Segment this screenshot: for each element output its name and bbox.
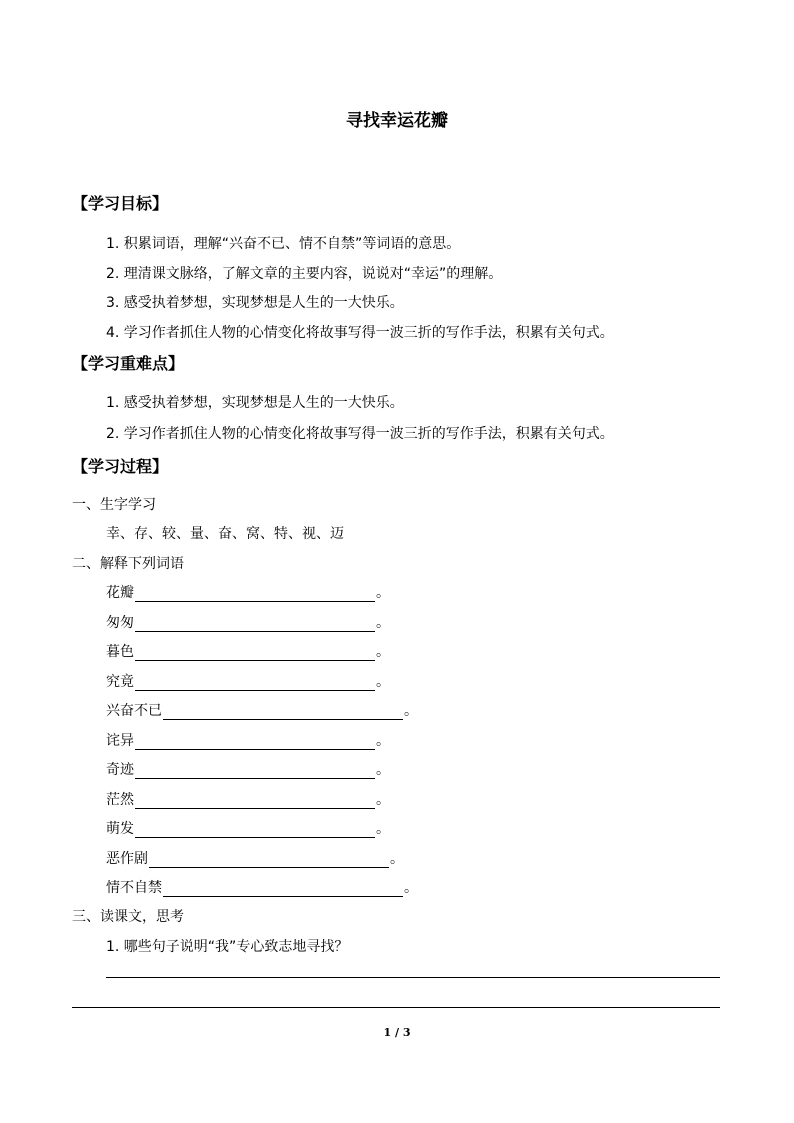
word-entry <box>106 582 390 602</box>
period: 。 <box>376 762 390 778</box>
answer-blank[interactable] <box>135 823 375 838</box>
period: 。 <box>376 585 390 601</box>
part1-heading: 一、生字学习 <box>72 497 156 513</box>
word-entry <box>106 848 404 868</box>
part1-chars: 幸、存、较、量、奋、窝、特、视、迈 <box>106 526 344 542</box>
period: 。 <box>404 880 418 896</box>
period: 。 <box>404 703 418 719</box>
word-label: 花瓣 <box>106 585 134 601</box>
goals-heading: 【学习目标】 <box>72 194 169 213</box>
key-point-item-2: 2. 学习作者抓住人物的心情变化将故事写得一波三折的写作手法，积累有关句式。 <box>106 426 614 442</box>
word-label: 萌发 <box>106 821 134 837</box>
period: 。 <box>376 644 390 660</box>
period: 。 <box>376 821 390 837</box>
word-entry <box>106 641 390 661</box>
word-entry <box>106 671 390 691</box>
word-label: 恶作剧 <box>106 851 148 867</box>
period: 。 <box>376 733 390 749</box>
part3-heading: 三、读课文，思考 <box>72 909 184 925</box>
goal-item-3: 3. 感受执着梦想，实现梦想是人生的一大快乐。 <box>106 295 404 311</box>
word-entry <box>106 612 390 632</box>
period: 。 <box>376 674 390 690</box>
word-label: 兴奋不已 <box>106 703 162 719</box>
word-entry <box>106 818 390 838</box>
period: 。 <box>376 792 390 808</box>
answer-blank[interactable] <box>135 735 375 750</box>
part3-question-1: 1. 哪些句子说明“我”专心致志地寻找？ <box>106 939 349 955</box>
answer-blank[interactable] <box>135 764 375 779</box>
page-title: 寻找幸运花瓣 <box>346 111 448 131</box>
answer-blank[interactable] <box>163 882 403 897</box>
key-points-heading: 【学习重难点】 <box>72 354 185 373</box>
goal-item-4: 4. 学习作者抓住人物的心情变化将故事写得一波三折的写作手法，积累有关句式。 <box>106 325 614 341</box>
period: 。 <box>376 615 390 631</box>
goal-item-1: 1. 积累词语，理解“兴奋不已、情不自禁”等词语的意思。 <box>106 236 461 252</box>
word-label: 匆匆 <box>106 615 134 631</box>
word-entry <box>106 789 390 809</box>
answer-blank[interactable] <box>135 676 375 691</box>
page-number: 1 / 3 <box>383 1026 411 1039</box>
word-label: 茫然 <box>106 792 134 808</box>
word-label: 暮色 <box>106 644 134 660</box>
answer-blank[interactable] <box>135 587 375 602</box>
answer-line[interactable] <box>106 977 720 978</box>
footer-divider <box>72 1007 720 1008</box>
part2-heading: 二、解释下列词语 <box>72 556 184 572</box>
period: 。 <box>390 851 404 867</box>
answer-blank[interactable] <box>135 794 375 809</box>
word-label: 情不自禁 <box>106 880 162 896</box>
answer-blank[interactable] <box>135 617 375 632</box>
word-entry <box>106 877 418 897</box>
answer-blank[interactable] <box>163 705 403 720</box>
answer-blank[interactable] <box>135 646 375 661</box>
word-entry <box>106 759 390 779</box>
word-label: 诧异 <box>106 733 134 749</box>
word-entry <box>106 700 418 720</box>
word-entry <box>106 730 390 750</box>
word-label: 奇迹 <box>106 762 134 778</box>
goal-item-2: 2. 理清课文脉络，了解文章的主要内容，说说对“幸运”的理解。 <box>106 266 503 282</box>
word-label: 究竟 <box>106 674 134 690</box>
key-point-item-1: 1. 感受执着梦想，实现梦想是人生的一大快乐。 <box>106 395 404 411</box>
answer-blank[interactable] <box>149 853 389 868</box>
process-heading: 【学习过程】 <box>72 457 169 476</box>
